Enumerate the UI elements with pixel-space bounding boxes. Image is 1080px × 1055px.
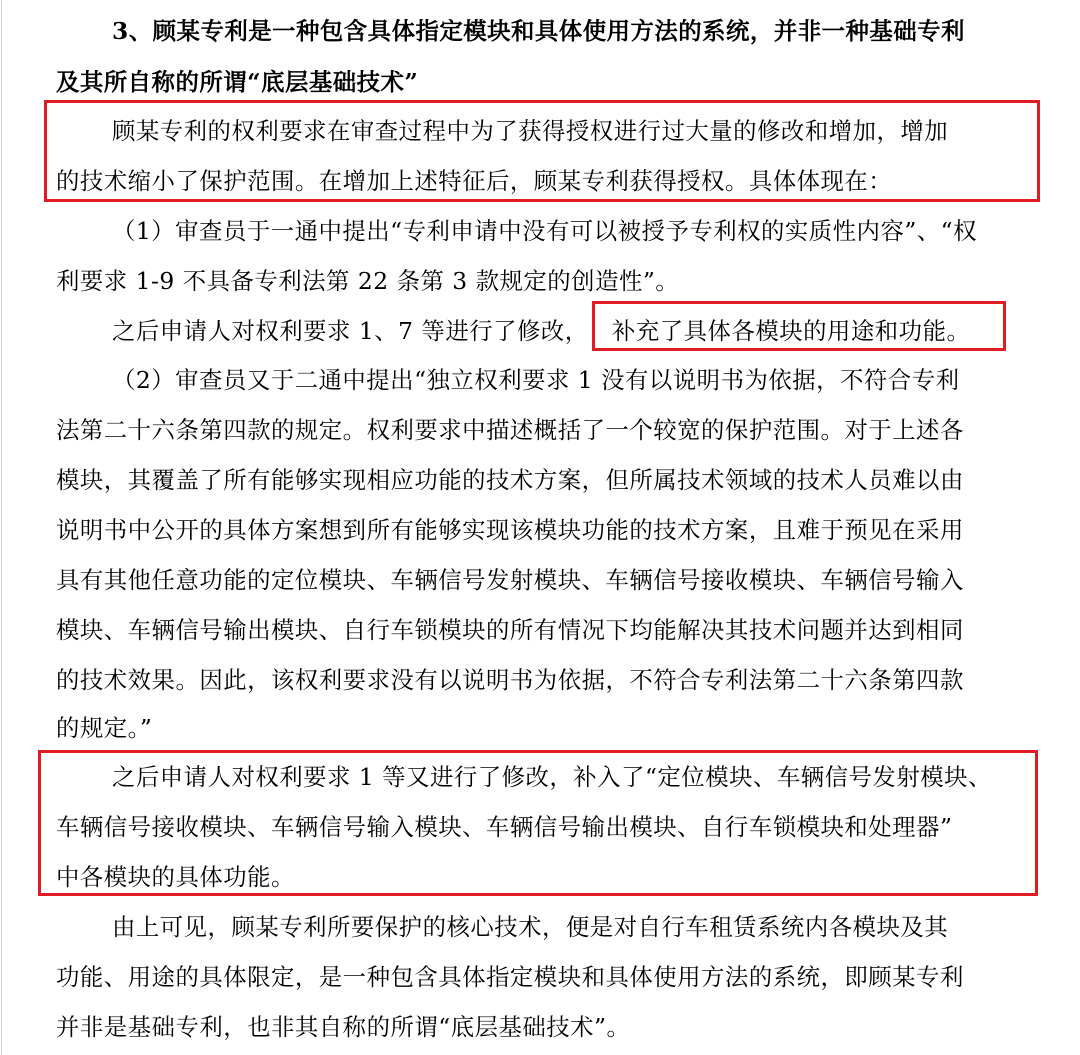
paragraph-4-line-2: 法第二十六条第四款的规定。权利要求中描述概括了一个较宽的保护范围。对于上述各 [56,416,964,444]
paragraph-5-line-1: 之后申请人对权利要求 1 等又进行了修改，补入了“定位模块、车辆信号发射模块、 [112,763,992,791]
paragraph-3-highlight: 补充了具体各模块的用途和功能。 [612,317,971,345]
paragraph-6-line-1: 由上可见，顾某专利所要保护的核心技术，便是对自行车租赁系统内各模块及其 [112,913,949,941]
section-heading-line-2: 及其所自称的所谓“底层基础技术” [56,68,419,96]
paragraph-5-line-3: 中各模块的具体功能。 [56,863,295,891]
paragraph-4-line-3: 模块，其覆盖了所有能够实现相应功能的技术方案，但所属技术领域的技术人员难以由 [56,466,964,494]
page-left-edge [1,0,2,1055]
paragraph-4-line-4: 说明书中公开的具体方案想到所有能够实现该模块功能的技术方案，且难于预见在采用 [56,516,964,544]
section-heading-line-1: 3、顾某专利是一种包含具体指定模块和具体使用方法的系统，并非一种基础专利 [112,17,965,45]
paragraph-4-line-7: 的技术效果。因此，该权利要求没有以说明书为依据，不符合专利法第二十六条第四款 [56,666,964,694]
paragraph-2-line-2: 利要求 1-9 不具备专利法第 22 条第 3 款规定的创造性”。 [56,267,680,295]
paragraph-4-line-6: 模块、车辆信号输出模块、自行车锁模块的所有情况下均能解决其技术问题并达到相同 [56,616,964,644]
paragraph-6-line-3: 并非是基础专利，也非其自称的所谓“底层基础技术”。 [56,1013,631,1041]
paragraph-4-line-5: 具有其他任意功能的定位模块、车辆信号发射模块、车辆信号接收模块、车辆信号输入 [56,566,964,594]
paragraph-4-line-8: 的规定。” [56,714,153,742]
paragraph-1-line-1: 顾某专利的权利要求在审查过程中为了获得授权进行过大量的修改和增加，增加 [112,117,949,145]
paragraph-1-line-2: 的技术缩小了保护范围。在增加上述特征后，顾某专利获得授权。具体体现在： [56,167,893,195]
paragraph-3-lead: 之后申请人对权利要求 1、7 等进行了修改， [112,317,589,345]
paragraph-5-line-2: 车辆信号接收模块、车辆信号输入模块、车辆信号输出模块、自行车锁模块和处理器” [56,813,953,841]
paragraph-2-line-1: （1）审查员于一通中提出“专利申请中没有可以被授予专利权的实质性内容”、“权 [112,217,978,245]
paragraph-4-line-1: （2）审查员又于二通中提出“独立权利要求 1 没有以说明书为依据，不符合专利 [112,366,960,394]
paragraph-6-line-2: 功能、用途的具体限定，是一种包含具体指定模块和具体使用方法的系统，即顾某专利 [56,963,964,991]
